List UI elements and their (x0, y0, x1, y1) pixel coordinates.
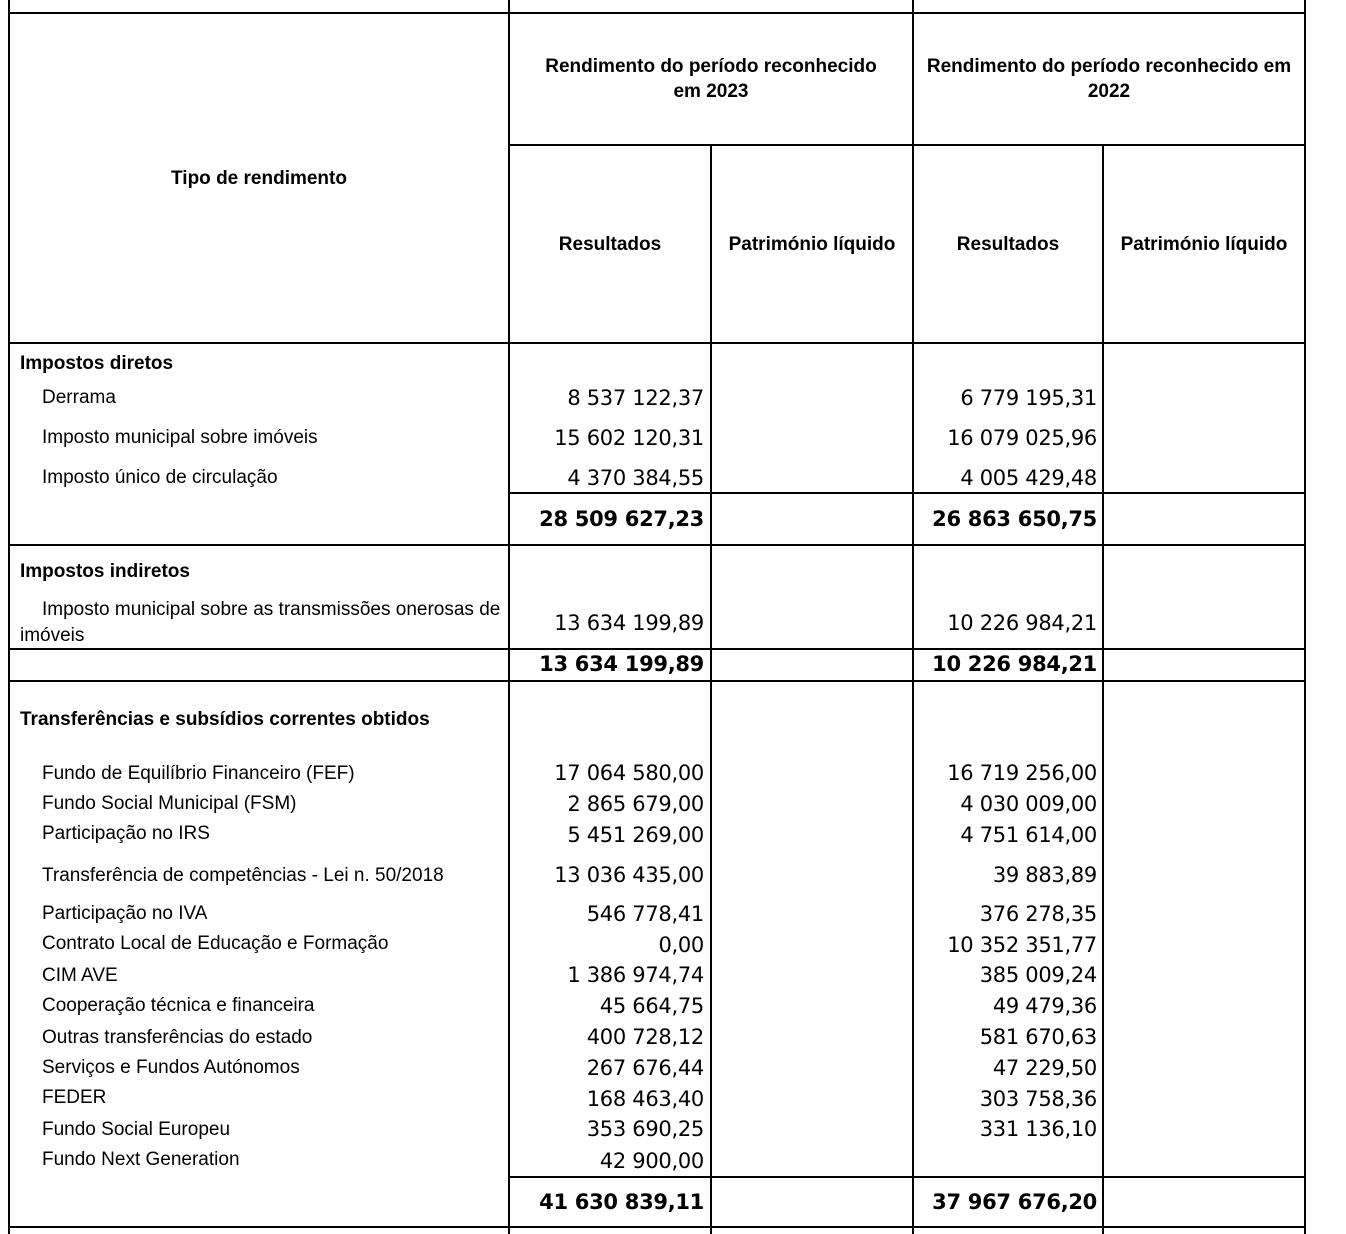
row-value-2022: 16 719 256,00 (947, 761, 1097, 785)
subtotal-2023: 28 509 627,23 (539, 507, 704, 531)
row-value-2023: 45 664,75 (599, 994, 704, 1018)
row-value-2023: 267 676,44 (586, 1056, 704, 1080)
subtotal-2023: 13 634 199,89 (539, 652, 704, 676)
row-value-2023: 546 778,41 (586, 902, 704, 926)
row-label-line1: Imposto municipal sobre as transmissões onerosas de (42, 599, 501, 620)
subtotal3-top-line (509, 1176, 1306, 1178)
row-value-2022: 376 278,35 (979, 902, 1097, 926)
row-value-2022: 581 670,63 (979, 1025, 1097, 1049)
row-value-2023: 400 728,12 (586, 1025, 704, 1049)
row-value-2022: 16 079 025,96 (947, 426, 1097, 450)
row-value-2022: 385 009,24 (979, 963, 1097, 987)
equity-2022-header: Património líquido (1120, 234, 1288, 255)
subtotal1-top-line (509, 492, 1306, 494)
section2-bottom-line (8, 680, 1306, 682)
row-label: Contrato Local de Educação e Formação (42, 933, 389, 954)
row-value-2023: 15 602 120,31 (554, 426, 704, 450)
row-label: Imposto único de circulação (42, 467, 278, 488)
row-label: Fundo Next Generation (42, 1149, 240, 1170)
row-label: Fundo de Equilíbrio Financeiro (FEF) (42, 763, 355, 784)
results-2023-header: Resultados (558, 234, 662, 255)
row-value-2022: 4 030 009,00 (960, 792, 1097, 816)
row-label: Participação no IRS (42, 823, 210, 844)
row-value-2022: 39 883,89 (992, 863, 1097, 887)
row-label: Imposto municipal sobre imóveis (42, 427, 318, 448)
subtotal-2022: 26 863 650,75 (932, 507, 1097, 531)
row-label: Derrama (42, 387, 116, 408)
row-value-2023: 13 036 435,00 (554, 863, 704, 887)
row-label: Fundo Social Municipal (FSM) (42, 793, 297, 814)
row-value-2022: 303 758,36 (979, 1087, 1097, 1111)
border-right (1304, 0, 1306, 1234)
row-value-2023: 13 634 199,89 (554, 611, 704, 635)
border-top (8, 12, 1306, 14)
row-value-2022: 6 779 195,31 (960, 386, 1097, 410)
subtotal-2023: 41 630 839,11 (539, 1190, 704, 1214)
period-2022-header: Rendimento do período reconhecido em 2022 (926, 56, 1292, 102)
section-title-direct-taxes: Impostos diretos (20, 353, 174, 374)
row-value-2023: 17 064 580,00 (554, 761, 704, 785)
period-2023-header: Rendimento do período reconhecido em 2023 (545, 56, 877, 102)
section3-bottom-line (8, 1226, 1306, 1228)
row-value-2023: 353 690,25 (586, 1117, 704, 1141)
row-value-2023: 4 370 384,55 (567, 466, 704, 490)
row-value-2023: 5 451 269,00 (567, 823, 704, 847)
section-title-indirect-taxes: Impostos indiretos (20, 561, 190, 582)
equity-2023-header: Património líquido (728, 234, 896, 255)
row-label: FEDER (42, 1087, 107, 1108)
row-value-2022: 331 136,10 (979, 1117, 1097, 1141)
row-value-2023: 1 386 974,74 (567, 963, 704, 987)
row-value-2023: 8 537 122,37 (567, 386, 704, 410)
subtotal-2022: 10 226 984,21 (932, 652, 1097, 676)
row-value-2023: 2 865 679,00 (567, 792, 704, 816)
type-column-header: Tipo de rendimento (171, 168, 347, 189)
row-label: Transferência de competências - Lei n. 50/2018 (42, 865, 444, 886)
row-label: Cooperação técnica e financeira (42, 995, 315, 1016)
row-value-2023: 0,00 (658, 933, 704, 957)
row-value-2023: 168 463,40 (586, 1087, 704, 1111)
col-divider-4 (1102, 144, 1104, 1234)
row-label: CIM AVE (42, 965, 118, 986)
subtotal2-top-line (8, 648, 1306, 650)
row-value-2022: 49 479,36 (992, 994, 1097, 1018)
header-split-line (509, 144, 1306, 146)
row-value-2022: 4 751 614,00 (960, 823, 1097, 847)
row-value-2023: 42 900,00 (599, 1149, 704, 1173)
row-value-2022: 47 229,50 (992, 1056, 1097, 1080)
section-title-transfers: Transferências e subsídios correntes obtidos (20, 709, 430, 730)
results-2022-header: Resultados (956, 234, 1060, 255)
row-label: Participação no IVA (42, 903, 208, 924)
row-label: Outras transferências do estado (42, 1027, 313, 1048)
section1-bottom-line (8, 544, 1306, 546)
row-value-2022: 4 005 429,48 (960, 466, 1097, 490)
header-bottom-line (8, 342, 1306, 344)
subtotal-2022: 37 967 676,20 (932, 1190, 1097, 1214)
row-label: Fundo Social Europeu (42, 1119, 231, 1140)
row-value-2022: 10 352 351,77 (947, 933, 1097, 957)
row-value-2022: 10 226 984,21 (947, 611, 1097, 635)
row-label-line2: imóveis (20, 625, 85, 646)
col-divider-2 (710, 144, 712, 1234)
row-label: Serviços e Fundos Autónomos (42, 1057, 300, 1078)
